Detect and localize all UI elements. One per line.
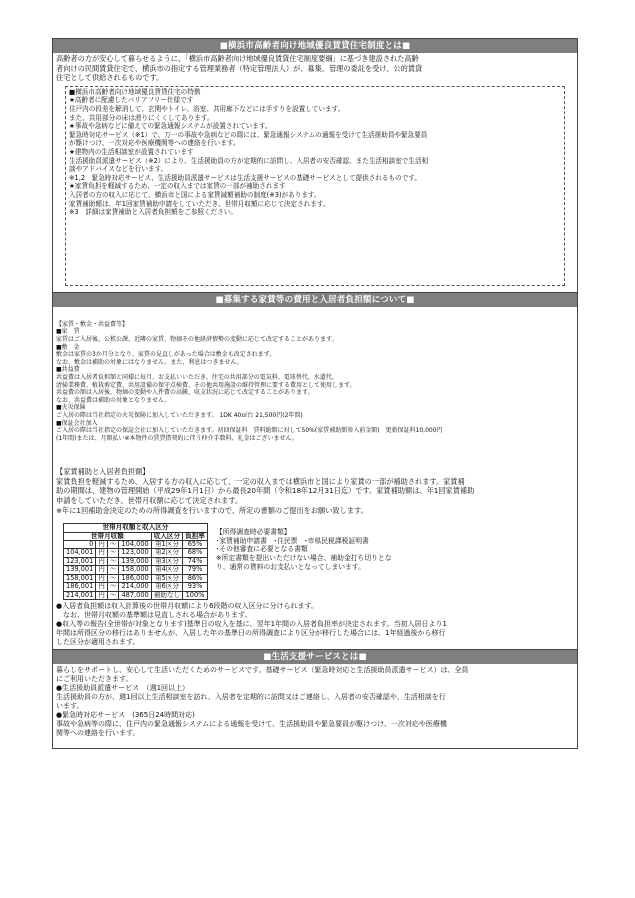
intro-line: 住宅として供給されるものです。 <box>56 73 164 83</box>
income-to: 123,000 <box>119 549 151 557</box>
support-line: います。 <box>56 701 84 710</box>
burden-rate: 86% <box>183 574 208 582</box>
income-from: 186,001 <box>64 583 96 591</box>
intro-text <box>53 53 577 83</box>
feature-line: ★事故や急病などに備えての緊急通報システムが設置されています。 <box>69 122 272 131</box>
income-to: 158,000 <box>119 566 151 574</box>
range-tilde: ～ <box>107 591 119 599</box>
income-class: 第6区分 <box>151 583 182 591</box>
cost-line: 清掃業務費、植栽剪定費、共用設備の保守点検費、その他共用施設の維持管理に要する費用として使用します。 <box>56 381 356 389</box>
feature-line: 生活援助員派遣サービス（※2）により、生活援助員の方が定期的に訪問し、入居者の安否確認、また生活相談室で生活相 <box>69 156 429 165</box>
table-row <box>64 583 208 591</box>
cost-line: 家賃はご入居後、公租公課、近隣の家賃、物価その他経済情勢の変動に応じて改定することがあります。 <box>56 335 338 343</box>
support-line: 事故や急病等の際に、住戸内の緊急通報システムによる通報を受けて、生活援助員や緊急要員が駆けつけ、一次対応や医療機 <box>56 719 447 728</box>
feature-line: ★建物内の生活相談室が設置されています <box>69 147 194 156</box>
subsidy-line: 家賃負担を軽減するため、入居する方の収入に応じて、一定の収入までは横浜市と国により家賃の一部が補助されます。家賃補 <box>56 476 465 486</box>
feature-line: ※1,2 緊急時対応サービス、生活援助員派遣サービスは生活支援サービスの基礎サービスとして提供されるものです。 <box>69 173 421 182</box>
cost-line: 共益費の額は入居後、物価の変動や人件費の高騰、収支状況に応じて改定することがあります。 <box>56 389 314 397</box>
feature-line: 住戸内の段差を解消して、玄関やトイレ、浴室、共用廊下などには手すりを設置しています。 <box>69 104 345 113</box>
support-line: ●緊急時対応サービス (365日24時間対応) <box>56 710 195 719</box>
intro-line: 高齢者の方が安心して暮らせるように、「横浜市高齢者向け地域優良賃貸住宅制度要綱」に基づき建設された高齢 <box>56 54 419 63</box>
burden-rate: 65% <box>183 541 208 549</box>
income-from: 214,001 <box>64 591 96 599</box>
table-row <box>64 566 208 574</box>
feature-line: 談やアドバイスなどを行います。 <box>69 165 168 174</box>
income-class: 第5区分 <box>151 574 182 582</box>
income-class: 第2区分 <box>151 549 182 557</box>
feature-line: ■横浜市高齢者向け地域優良賃貸住宅の特徴 <box>69 87 201 96</box>
income-class: 第3区分 <box>151 557 182 565</box>
range-tilde: ～ <box>107 566 119 574</box>
required-docs-note <box>216 528 392 600</box>
note-line: 【所得調査時必要書類】 <box>215 528 291 537</box>
yen-label: 円 <box>96 549 108 557</box>
section-support-services <box>52 650 578 749</box>
income-from: 139,001 <box>64 566 96 574</box>
yen-label: 円 <box>96 591 108 599</box>
cost-line: なお、共益費は補助の対象となりません。 <box>56 396 171 404</box>
feature-line: ★高齢者に配慮したバリアフリー仕様です <box>69 96 194 105</box>
yen-label: 円 <box>96 574 108 582</box>
income-class: 第1区分 <box>151 541 182 549</box>
cost-line: ■保証会社加入 <box>56 419 98 427</box>
cost-line: ■共益費 <box>56 366 80 374</box>
income-to: 214,000 <box>119 583 151 591</box>
cost-line: なお、敷金は補助の対象にはなりません。また、利息はつきません。 <box>56 358 243 366</box>
notes-bullets <box>53 600 577 649</box>
section-header: ■募集する家賃等の費用と入居者負担額について■ <box>53 293 577 307</box>
costs-text <box>53 307 577 443</box>
income-to: 186,000 <box>119 574 151 582</box>
note-line: ※所定書類を提出いただけない場合、補助金打ち切りとな <box>215 554 392 563</box>
income-from: 158,001 <box>64 574 96 582</box>
feature-line: が駆けつけ、一次対応や医療機関等への連絡を行います。 <box>69 139 240 148</box>
range-tilde: ～ <box>107 583 119 591</box>
range-tilde: ～ <box>107 574 119 582</box>
cost-line: (1年間)または、月額払い※本物件の賃貸借契約に伴う仲介手数料、礼金はございません。 <box>56 434 298 442</box>
feature-line: 家賃補助額は、年1回家賃補助申請をしていただき、世帯月収額に応じて決定されます。 <box>69 199 330 208</box>
burden-rate: 93% <box>183 583 208 591</box>
burden-rate: 68% <box>183 549 208 557</box>
income-to: 487,000 <box>119 591 151 599</box>
bullet-line: ●入居者負担額は収入計算後の世帯月収額により6段階の収入区分に分けられます。 <box>56 601 319 610</box>
support-line: 暮らしをサポートし、安心して生活いただくためのサービスです。基礎サービス（緊急時対応と生活援助員派遣サービス）は、全員 <box>56 665 469 674</box>
cost-line: 【家賃・敷金・共益費等】 <box>56 320 129 328</box>
subsidy-line: 申請をしていただき、世帯月収額に応じて決定されます。 <box>56 496 243 506</box>
support-line: にご利用いただきます。 <box>56 674 133 683</box>
yen-label: 円 <box>96 557 108 565</box>
feature-line: ※3 詳細は家賃補助と入居者負担額をご参照ください。 <box>69 208 237 217</box>
table-row <box>64 591 208 599</box>
cost-line: ご入居の際は当社指定の火災保険に加入していただきます。 1DK 40㎡台 21,500円(2年間) <box>56 411 303 419</box>
note-line: り、通常の賃料のお支払いとなってしまいます。 <box>215 562 365 571</box>
burden-rate: 79% <box>183 566 208 574</box>
income-to: 104,000 <box>119 541 151 549</box>
col-income: 世帯月収額 <box>64 532 152 540</box>
bullet-line: 年間は所得区分の移行はありませんが、入居した年の基準日の所得調査により区分が移行した場合には、1年経過後から移行 <box>56 628 446 637</box>
note-line: ･その他審査に必要となる書類 <box>215 545 308 554</box>
income-from: 0 <box>64 541 96 549</box>
section-costs <box>52 293 578 650</box>
cost-line: 敷金は家賃の3か月分となり、家賃の見直しがあった場合は敷金も改定されます。 <box>56 351 276 359</box>
document-page <box>52 38 578 749</box>
cost-line: ■火災保険 <box>56 404 86 412</box>
range-tilde: ～ <box>107 541 119 549</box>
income-table <box>63 523 208 600</box>
col-class: 収入区分 <box>151 532 182 540</box>
feature-line: 入居者の方の収入に応じて、横浜市と国による家賃減額補助の制度(※3)があります。 <box>69 190 321 199</box>
cost-line: ■敷 金 <box>56 343 80 351</box>
income-from: 104,001 <box>64 549 96 557</box>
yen-label: 円 <box>96 583 108 591</box>
support-line: 生活援助員の方が、週1回以上生活相談室を訪れ、入居者を定期的に訪問又はご連絡し、入居者の安否確認や、生活相談を行 <box>56 692 446 701</box>
note-line: ･家賃補助申請書 ･住民票 ･市県民税課税証明書 <box>215 536 369 545</box>
features-box <box>65 86 565 286</box>
intro-line: 者向けの民間賃貸住宅で、横浜市の指定する管理業務者（特定管理法人）が、募集、管理の委託を受け、公的賃貸 <box>56 63 423 73</box>
cost-line: ご入居の際は当社指定の保証会社に加入していただきます。初回保証料 賃料総額に対して50%(家賃補助額参入前金額) 更新保証料10,000円 <box>56 427 443 435</box>
burden-rate: 74% <box>183 557 208 565</box>
range-tilde: ～ <box>107 549 119 557</box>
support-line: 関等への連絡を行います。 <box>56 728 140 737</box>
section-header: ■横浜市高齢者向け地域優良賃貸住宅制度とは■ <box>53 39 577 53</box>
col-rate: 負担率 <box>183 532 208 540</box>
income-to: 139,000 <box>119 557 151 565</box>
support-line: ●生活援助員派遣サービス （週1回以上） <box>56 683 190 692</box>
subsidy-text <box>53 466 577 515</box>
subsidy-title: 【家賃補助と入居者負担額】 <box>56 467 150 477</box>
burden-rate: 100% <box>183 591 208 599</box>
bullet-line: した区分が適用されます。 <box>56 637 140 646</box>
feature-line: 緊急時対応サービス（※1）で、万一の事故や急病などの際には、緊急通報システムの通報を受けて生活援助員や緊急要員 <box>69 130 428 139</box>
bullet-line: なお、世帯月収額の基準額は見直しされる場合があります。 <box>56 610 252 619</box>
table-title: 世帯月収額と収入区分 <box>64 524 208 532</box>
income-class: 第4区分 <box>151 566 182 574</box>
feature-line: また、共用部分の床は滑りにくくしてあります。 <box>69 113 214 122</box>
range-tilde: ～ <box>107 557 119 565</box>
section-system-overview <box>52 38 578 293</box>
cost-line: ■家 賃 <box>56 328 80 336</box>
yen-label: 円 <box>96 566 108 574</box>
feature-line: ★家賃負担を軽減するため、一定の収入までは家賃の一部が補助されます <box>69 182 286 191</box>
yen-label: 円 <box>96 541 108 549</box>
subsidy-line: ※年に1回補助金決定のための所得調査を行いますので、所定の書類のご提出をお願い致します。 <box>56 505 368 515</box>
subsidy-line: 助の期間は、建物の管理開始（平成29年1月1日）から最長20年間（令和18年12月31日迄）です。家賃補助額は、年1回家賃補助 <box>56 486 475 496</box>
income-class: 補助なし <box>151 591 182 599</box>
cost-line: 共益費は入居者負担額と同様に毎月、お支払いいただき、住宅の共用部分の電気料、電球替代、水道代、 <box>56 373 338 381</box>
section-header: ■生活支援サービスとは■ <box>53 650 577 664</box>
income-from: 123,001 <box>64 557 96 565</box>
bullet-line: ●収入等の報告(全世帯が対象となります)基準日の収入を基に、翌年1年間の入居者負担率が決定されます。当初入居日より1 <box>56 619 447 628</box>
support-text <box>53 664 577 748</box>
